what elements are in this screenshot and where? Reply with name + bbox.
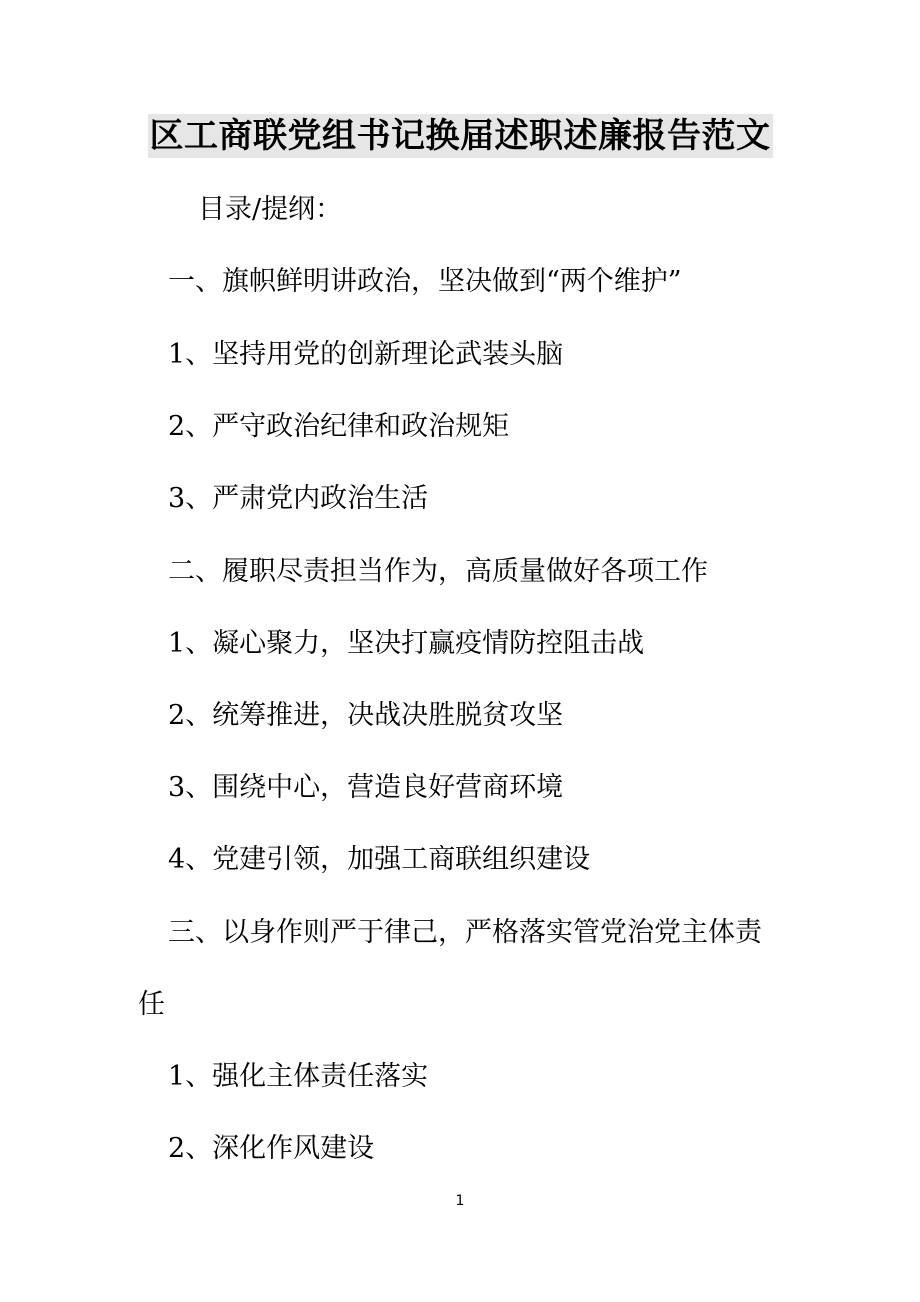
toc-item-2-4: 4、党建引领，加强工商联组织建设	[168, 844, 591, 875]
toc-item-3-2: 2、深化作风建设	[168, 1133, 375, 1164]
toc-heading: 目录/提纲：	[198, 194, 343, 225]
document-title: 区工商联党组书记换届述职述廉报告范文	[149, 116, 771, 156]
toc-section-1: 一、旗帜鲜明讲政治，坚决做到“两个维护”	[168, 266, 682, 297]
toc-item-1-3: 3、严肃党内政治生活	[168, 483, 429, 514]
page-number: 1	[455, 1193, 465, 1209]
toc-item-3-1: 1、强化主体责任落实	[168, 1061, 429, 1092]
toc-item-1-1: 1、坚持用党的创新理论武装头脑	[168, 339, 564, 370]
title-container	[0, 114, 920, 158]
toc-section-2: 二、履职尽责担当作为，高质量做好各项工作	[168, 556, 708, 587]
toc-section-3-continuation: 任	[138, 989, 165, 1020]
toc-item-1-2: 2、严守政治纪律和政治规矩	[168, 411, 510, 442]
toc-section-3: 三、以身作则严于律己，严格落实管党治党主体责	[168, 917, 762, 948]
toc-item-2-2: 2、统筹推进，决战决胜脱贫攻坚	[168, 700, 564, 731]
toc-item-2-1: 1、凝心聚力，坚决打赢疫情防控阻击战	[168, 628, 645, 659]
toc-item-2-3: 3、围绕中心，营造良好营商环境	[168, 772, 564, 803]
